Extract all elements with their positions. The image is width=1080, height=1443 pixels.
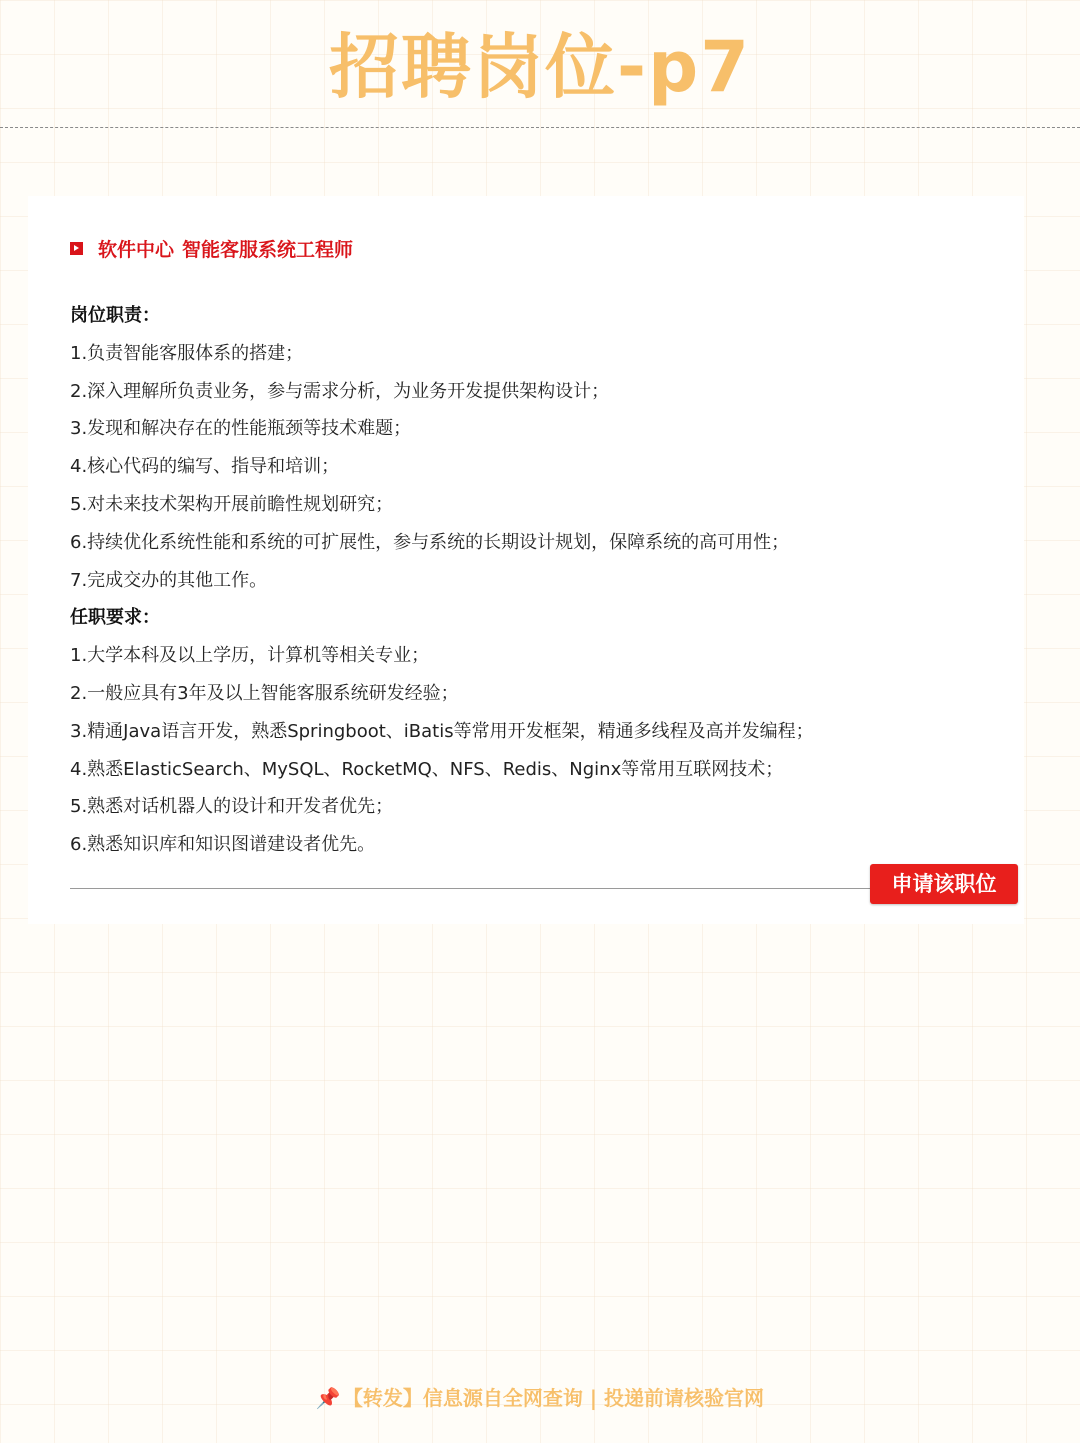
responsibility-item: 2.深入理解所负责业务，参与需求分析，为业务开发提供架构设计； xyxy=(70,380,610,402)
requirement-item: 5.熟悉对话机器人的设计和开发者优先； xyxy=(70,796,394,818)
requirement-item: 3.精通Java语言开发，熟悉Springboot、iBatis等常用开发框架，精通多线程及高并发编程； xyxy=(70,720,814,742)
responsibility-item: 7.完成交办的其他工作。 xyxy=(70,569,268,591)
requirements-title: 任职要求： xyxy=(70,607,160,629)
responsibility-item: 6.持续优化系统性能和系统的可扩展性，参与系统的长期设计规划，保障系统的高可用性； xyxy=(70,531,790,553)
responsibility-item: 5.对未来技术架构开展前瞻性规划研究； xyxy=(70,493,394,515)
requirement-item: 2.一般应具有3年及以上智能客服系统研发经验； xyxy=(70,682,459,704)
footer-text: 【转发】信息源自全网查询 | 投递前请核验官网 xyxy=(342,1386,765,1410)
responsibility-item: 3.发现和解决存在的性能瓶颈等技术难题； xyxy=(70,418,412,440)
job-description xyxy=(70,297,1010,864)
responsibilities-title: 岗位职责： xyxy=(70,305,160,326)
requirement-item: 1.大学本科及以上学历，计算机等相关专业； xyxy=(70,645,430,667)
responsibility-item: 4.核心代码的编写、指导和培训； xyxy=(70,456,340,478)
header-divider xyxy=(0,127,1080,128)
job-department: 软件中心 xyxy=(98,238,175,261)
responsibility-item: 1.负责智能客服体系的搭建； xyxy=(70,342,304,364)
requirement-item: 4.熟悉ElasticSearch、MySQL、RocketMQ、NFS、Redis、Nginx等常用互联网技术； xyxy=(70,758,784,780)
page-title: 招聘岗位-p7 xyxy=(329,26,751,108)
bottom-divider xyxy=(70,888,950,889)
job-heading xyxy=(70,234,353,262)
footer-note xyxy=(0,1382,1080,1414)
requirement-item: 6.熟悉知识库和知识图谱建设者优先。 xyxy=(70,834,376,856)
play-marker-icon xyxy=(70,242,83,255)
apply-job-button[interactable]: 申请该职位 xyxy=(870,864,1018,904)
job-role: 智能客服系统工程师 xyxy=(182,238,354,261)
pushpin-icon: 📌 xyxy=(315,1386,341,1410)
